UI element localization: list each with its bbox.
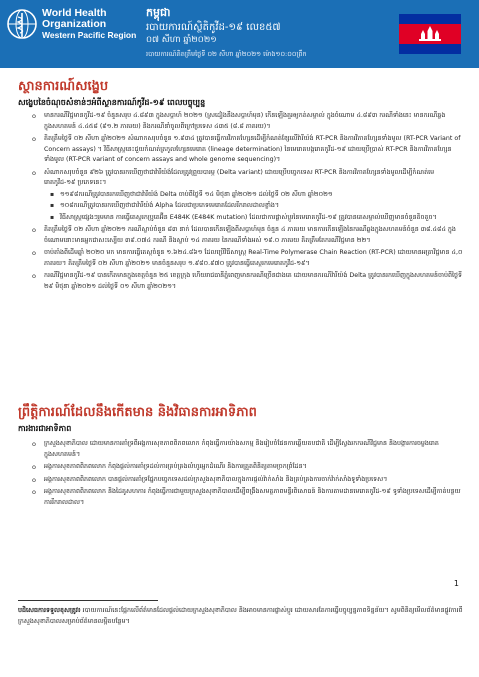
situation-summary-heading: ស្ថានការណ៍សង្ខេប bbox=[18, 79, 109, 94]
list-item: o ក្រសួងសុខាភិបាល ដោយមានការគាំទ្រពីអង្គការសុខភាពពិភពលោក កំពុងធ្វើការយ៉ាងសកម្ម និងរៀបចំផែនការឆ្លើយតបជាតិ ដើម្បីស្វែងរកករណីវិជ្ជមាន និងបង្ការការចម្លងរោគក្នុងសហគមន៍។ bbox=[18, 439, 464, 460]
situation-bullet-list bbox=[18, 111, 464, 294]
footer-divider bbox=[18, 600, 158, 601]
sub-list-item: ▪ ១០៨ករណីត្រូវបានរកឃើញថាជាវ៉ារីយ៉ង់ Alpha ដែលជាប្រភេទមេរោគដែលរីករាលដាលខ្លាំង។ bbox=[44, 201, 464, 212]
list-item: o ករណីវិជ្ជមានកូវីដ-១៩ បានកើតមានក្នុងខេត្តចំនួន ២៥ ខេត្តក្រុង ហើយរាជធានីភ្នំពេញមានករណីច្រើនជាងគេ ដោយមានករណីវ៉ារីយ៉ង់ Delta ត្រូវបានរកឃើញក្នុងសហគមន៍ចាប់ពីថ្ងៃទី ២៩ មិថុនា ឆ្នាំ២០២១ ដល់ថ្ងៃទី ០១ សីហា ឆ្នាំ២០២១។ bbox=[18, 271, 464, 292]
upcoming-events-heading: ព្រឹត្តិការណ៍ដែលនឹងកើតមាន និងវិធានការអាទិភាព bbox=[18, 405, 257, 420]
cambodia-flag-icon bbox=[399, 14, 461, 54]
report-date: ០៧ សីហា ឆ្នាំ២០២១ bbox=[146, 35, 217, 45]
disclaimer-text: របាយការណ៍នេះផ្អែកលើព័ត៌មានដែលផ្តល់ដោយក្រសួងសុខាភិបាល និងអាចមានការផ្លាស់ប្តូរ ដោយសារតែការធ្វើបច្ចុប្បន្នភាពទិន្នន័យ។ សូមពិនិត្យមើលព័ត៌មានផ្លូវការពីក្រសួងសុខាភិបាលសម្រាប់ព័ត៌មានលម្អិតបន្ថែម។ bbox=[18, 607, 463, 625]
org-region: Western Pacific Region bbox=[42, 30, 137, 40]
sub-list-item: ▪ វិធីសាស្ត្រផ្សេងៗរួមមាន ការធ្វើតេស្តរកប្រូតេអ៊ីន E484K (E484K mutation) ដែលជាការផ្លាស់ប្តូរនៃមេរោគកូវីដ-១៩ ត្រូវបានគេសម្គាល់ឃើញមានចំនួនតិចតួច។ bbox=[44, 213, 464, 224]
priority-bullet-list bbox=[18, 439, 464, 510]
sub-bullet-list bbox=[44, 190, 464, 224]
disclaimer bbox=[18, 606, 464, 627]
report-period: របាយការណ៍គិតត្រឹមថ្ងៃទី ០២ សីហា ឆ្នាំ២០២១ ម៉ោង១០:០០ព្រឹក bbox=[146, 50, 307, 58]
list-item: o អង្គការសុខភាពពិភពលោក និងដៃគូសហការ កំពុងធ្វើការជាមួយក្រសួងសុខាភិបាលដើម្បីពង្រឹងសមត្ថភាពមន្ទីរពិសោធន៍ និងការតាមដានមេរោគកូវីដ-១៩ ទូទាំងប្រទេសដើម្បីកាត់បន្ថយការរីករាលដាល។ bbox=[18, 487, 464, 508]
list-item: o គិតត្រឹមថ្ងៃទី ០២ សីហា ឆ្នាំ២០២១ សំណាកសរុបចំនួន ១.៩៣៤ ត្រូវបានធ្វើការវិភាគហ្សែនដើម្បីកំណត់ខ្សែលើវ៉ារីយ៉ង់ RT-PCR និងការវិភាគហ្សែនទាំងមូល (RT-PCR Variant of Concern assays) ។ វិធីសាស្ត្រនេះជួយកំណត់ត្រកូលហ្សែនមេរោគ (lineage determination) នៃមេរោគបង្ករោគកូវីដ-១៩ ដោយប្រើប្រាស់ RT-PCR និងការវិភាគហ្សែនទាំងមូល (RT-PCR variant of concern assays and whole genome sequencing)។ bbox=[18, 134, 464, 166]
priority-tasks-subtitle: ការងារជាអាទិភាព bbox=[18, 424, 72, 433]
list-item: o គិតត្រឹមថ្ងៃទី ០២ សីហា ឆ្នាំ២០២១ ករណីស្លាប់ចំនួន ៨៣ នាក់ ដែលបានកើនឡើងពីសប្ដាហ៍មុន ចំនួន ៤ ភាគរយ មានការកើនឡើងនៃករណីឆ្លងក្នុងសហគមន៍ចំនួន ៣៨.៤៨៤ ក្នុងចំណោមនោះមានអ្នកជាសះស្បើយ ៣៩.០៧៤ ករណី និងស្លាប់ ១៤ ភាគរយ នៃករណីទាំងអស់ ១៩.០ ភាគរយ គិតត្រឹមតែករណីវិជ្ជមាន ២២។ bbox=[18, 225, 464, 246]
list-item: o មានករណីវិជ្ជមានកូវីដ-១៩ ចំនួនសរុប ៤.៨៩៣ ក្នុងសប្ដាហ៍ ២០២១ (ស្រដៀងនឹងសប្ដាហ៍មុន) កើនឡើងគួរឲ្យកត់សម្គាល់ ក្នុងចំណោម ៤.៨៩៣ ករណីទាំងនេះ មានករណីឆ្លងក្នុងសហគមន៍ ៤.៤៥៨ (៩១.២ ភាគរយ) និងករណីនាំចូលពីក្រៅប្រទេស ៤៣៥ (៨.៨ ភាគរយ)។ bbox=[18, 111, 464, 132]
list-item-text: សំណាកសរុបចំនួន ៩២៦ ត្រូវបានរកឃើញថាជាវ៉ារីយ៉ង់ដែលត្រូវព្រួយបារម្ភ (Delta variant) ដោយប្រើបច្ចេកទេស RT-PCR និងការវិភាគហ្សែនទាំងមូលដើម្បីកំណត់មេរោគកូវីដ-១៩ ប្រភេទនេះ។ bbox=[44, 168, 435, 186]
org-line-2: Organization bbox=[42, 18, 107, 30]
sub-list-item: ▪ ១១៩៨ករណីត្រូវបានរកឃើញថាជាវ៉ារីយ៉ង់ Delta ចាប់ពីថ្ងៃទី ១៤ មិថុនា ឆ្នាំ២០២១ ដល់ថ្ងៃទី ០២ សីហា ឆ្នាំ២០២១ bbox=[44, 190, 464, 201]
who-logo-icon bbox=[6, 8, 38, 40]
header-band bbox=[0, 0, 479, 68]
situation-summary-subtitle: សង្ខេបនៃចំណុចសំខាន់ៗអំពីស្ថានការណ៍កូវីដ-១៩ ពេលបច្ចុប្បន្ន bbox=[18, 98, 206, 107]
organization-name bbox=[42, 8, 136, 41]
country-name: កម្ពុជា bbox=[146, 6, 171, 19]
list-item: o ចាប់តាំងពីដើមឆ្នាំ ២០២០ មក មានការធ្វើតេស្តចំនួន ១.៦២៤.៨៦១ ដែលប្រើវិធីសាស្ត្រ Real-Time Polymerase Chain Reaction (RT-PCR) ដោយមានអត្រាវិជ្ជមាន ៤,០ ភាគរយ។ គិតត្រឹមថ្ងៃទី ០២ សីហា ឆ្នាំ២០២១ មានចំនួនសរុប ១.៩៨០.៩៧០ ត្រូវបានធ្វើតេស្តរកមេរោគកូវីដ-១៩។ bbox=[18, 248, 464, 269]
list-item bbox=[18, 168, 464, 224]
org-line-1: World Health bbox=[42, 7, 107, 19]
list-item: o អង្គការសុខភាពពិភពលោក កំពុងផ្តល់ការគាំទ្រដល់ការគ្រប់គ្រងលំហូរអ្នកដំណើរ និងការត្រួតពិនិត្យតាមច្រកព្រំដែន។ bbox=[18, 462, 464, 473]
list-item: o អង្គការសុខភាពពិភពលោក បានផ្តល់ការគាំទ្រផ្នែកបច្ចេកទេសដល់ក្រសួងសុខាភិបាលក្នុងការផ្តល់វ៉ាក់សាំង និងគ្រប់គ្រងការចាក់វ៉ាក់សាំងទូទាំងប្រទេស។ bbox=[18, 475, 464, 486]
page-number: 1 bbox=[453, 579, 459, 588]
disclaimer-label: បដិសេធការទទួលខុសត្រូវ៖ bbox=[18, 607, 81, 614]
report-title: របាយការណ៍ស្ថិតិកូវីដ-១៩ លេខ៥៧ bbox=[146, 22, 281, 33]
